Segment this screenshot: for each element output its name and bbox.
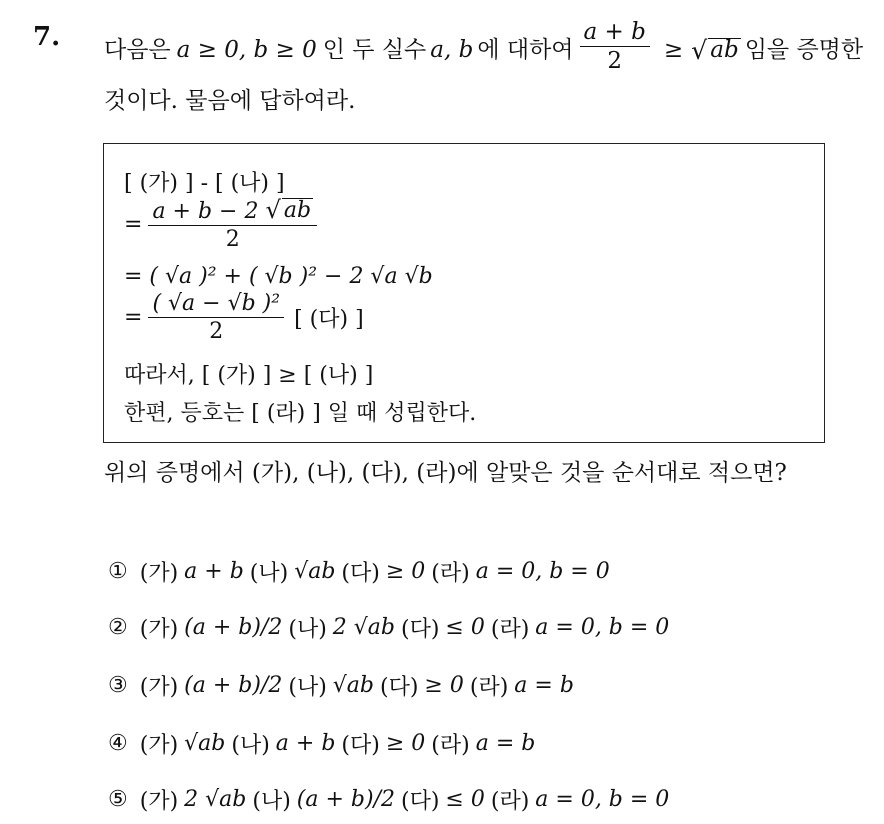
question-line-2: 것이다. 물음에 답하여라. (104, 88, 356, 114)
proof-line-4 (124, 292, 364, 343)
proof-frac1-sqrt (265, 198, 313, 223)
option-3-label-na: (나) (288, 675, 327, 700)
proof-eq-2: = (124, 305, 143, 331)
option-2[interactable] (108, 612, 669, 643)
q-text-end: 임을 증명한 (744, 37, 864, 64)
proof-box (103, 143, 825, 443)
option-5-number: ⑤ (108, 787, 128, 812)
option-1-number: ① (108, 559, 128, 584)
option-5-ra: a = 0, b = 0 (535, 787, 670, 812)
option-2-ra: a = 0, b = 0 (535, 615, 670, 640)
q-condition: a ≥ 0, b ≥ 0 (176, 37, 317, 64)
proof-line-1: [ (가) ] - [ (나) ] (124, 171, 285, 196)
sqrt-sign: √ (265, 196, 281, 224)
proof-frac2-den: 2 (209, 319, 224, 345)
option-2-da: ≤ 0 (445, 615, 485, 640)
question-number: 7. (33, 22, 61, 52)
option-3-label-ga: (가) (139, 675, 179, 700)
q-text-pre: 다음은 (104, 37, 171, 64)
option-2-ga: (a + b)/2 (184, 615, 283, 640)
option-1-ga: a + b (184, 559, 244, 584)
option-1-label-na: (나) (249, 561, 289, 586)
proof-frac1-num-text: a + b − 2 (152, 199, 259, 224)
option-3-label-ra: (라) (469, 675, 509, 700)
option-5-na: (a + b)/2 (296, 787, 395, 812)
option-4-ga: √ab (184, 731, 226, 756)
proof-frac2-num: ( √a − √b )² (148, 292, 284, 318)
option-1-label-ra: (라) (431, 561, 470, 586)
option-1-da: ≥ 0 (385, 559, 426, 584)
proof-line-5: 따라서, [ (가) ] ≥ [ (나) ] (124, 363, 374, 388)
option-1-label-da: (다) (341, 561, 380, 586)
option-3-na: √ab (332, 673, 374, 698)
option-5-label-da: (다) (401, 789, 440, 814)
q-frac-num: a + b (580, 20, 650, 47)
q-frac-den: 2 (607, 48, 623, 75)
option-3-ga: (a + b)/2 (184, 673, 283, 698)
option-4-na: a + b (275, 731, 336, 756)
option-2-number: ② (108, 615, 128, 640)
option-3-label-da: (다) (380, 675, 419, 700)
proof-fraction-1 (148, 198, 317, 252)
option-4-label-ra: (라) (431, 733, 470, 758)
option-4-label-na: (나) (231, 733, 270, 758)
option-3-da: ≥ 0 (424, 673, 464, 698)
proof-frac1-sqrt-ab: ab (283, 198, 312, 223)
option-5[interactable] (108, 784, 669, 815)
option-2-label-ga: (가) (139, 617, 179, 642)
option-1-label-ga: (가) (139, 561, 179, 586)
proof-tag-da: [ (다) ] (294, 307, 364, 333)
proof-line-2 (124, 198, 323, 252)
option-5-label-ga: (가) (139, 789, 179, 814)
question-line-1 (104, 19, 864, 75)
option-4-label-ga: (가) (139, 733, 179, 758)
option-4-ra: a = b (475, 731, 536, 756)
option-4-da: ≥ 0 (385, 731, 426, 756)
option-1[interactable] (108, 556, 610, 587)
proof-line-6: 한편, 등호는 [ (라) ] 일 때 성립한다. (124, 401, 477, 426)
proof-frac1-den: 2 (225, 227, 240, 253)
option-2-label-na: (나) (288, 617, 327, 642)
option-5-label-ra: (라) (490, 789, 530, 814)
proof-frac1-num (148, 198, 317, 226)
option-2-na: 2 √ab (332, 615, 395, 640)
option-4-number: ④ (108, 731, 128, 756)
q-text-mid: 인 두 실수 (322, 37, 427, 64)
q-text-post: 에 대하여 (477, 37, 574, 64)
option-5-da: ≤ 0 (445, 787, 485, 812)
option-3-ra: a = b (514, 673, 574, 698)
q-fraction (580, 20, 650, 73)
option-4-label-da: (다) (341, 733, 380, 758)
option-4[interactable] (108, 728, 535, 759)
option-5-label-na: (나) (252, 789, 291, 814)
proof-eq-1: = (124, 212, 143, 238)
option-5-ga: 2 √ab (184, 787, 247, 812)
option-1-ra: a = 0, b = 0 (475, 559, 610, 584)
q-sqrt (691, 35, 741, 65)
q-sqrt-ab: ab (710, 36, 739, 63)
option-1-na: √ab (294, 559, 336, 584)
q-vars: a, b (430, 37, 474, 64)
proof-line-3: = ( √a )² + ( √b )² − 2 √a √b (124, 264, 433, 289)
option-2-label-da: (다) (401, 617, 440, 642)
question-prompt: 위의 증명에서 (가), (나), (다), (라)에 알맞은 것을 순서대로 적으면? (104, 460, 787, 486)
option-2-label-ra: (라) (490, 617, 530, 642)
option-3-number: ③ (108, 673, 128, 698)
q-geq: ≥ (663, 37, 684, 64)
sqrt-sign: √ (691, 35, 708, 65)
option-3[interactable] (108, 670, 574, 701)
proof-fraction-2 (148, 292, 284, 343)
